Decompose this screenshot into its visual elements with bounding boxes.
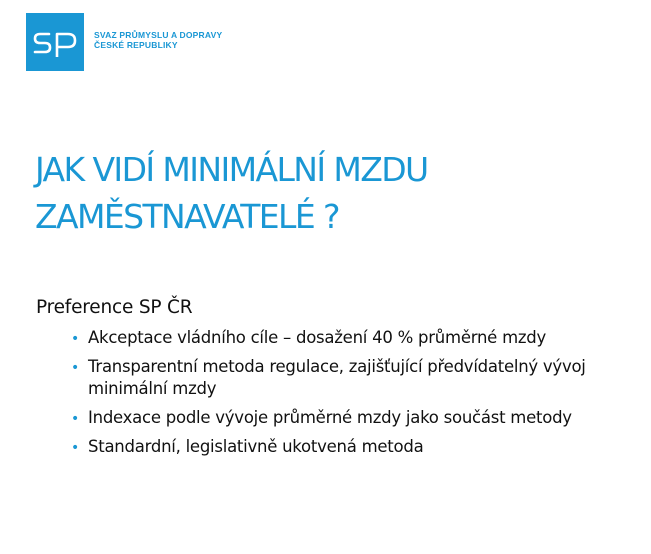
org-name-line1: SVAZ PRŮMYSLU A DOPRAVY — [94, 30, 223, 40]
slide-title — [35, 146, 428, 240]
bullet-item — [36, 327, 628, 349]
org-name-line2: ČESKÉ REPUBLIKY — [94, 40, 178, 50]
bullet-list — [36, 327, 636, 458]
bullet-icon: • — [71, 440, 80, 456]
bullet-icon: • — [71, 360, 80, 376]
bullet-text: Standardní, legislativně ukotvená metoda — [88, 437, 424, 456]
organization-name — [94, 30, 222, 50]
sp-logo-mark — [32, 27, 78, 57]
bullet-item — [36, 407, 628, 429]
slide-title-line2: ZAMĚSTNAVATELÉ ? — [35, 197, 339, 236]
bullet-icon: • — [71, 331, 80, 347]
preference-heading: Preference SP ČR — [36, 297, 193, 318]
bullet-text: Indexace podle vývoje průměrné mzdy jako součást metody — [88, 408, 572, 427]
sp-logo — [26, 13, 84, 71]
bullet-text: Transparentní metoda regulace, zajišťující předvídatelný vývoj minimální mzdy — [88, 357, 586, 398]
bullet-item — [36, 356, 628, 400]
slide-content — [36, 295, 636, 465]
bullet-item — [36, 436, 628, 458]
bullet-text: Akceptace vládního cíle – dosažení 40 % průměrné mzdy — [88, 328, 547, 347]
bullet-icon: • — [71, 411, 80, 427]
slide-title-line1: JAK VIDÍ MINIMÁLNÍ MZDU — [35, 150, 428, 189]
